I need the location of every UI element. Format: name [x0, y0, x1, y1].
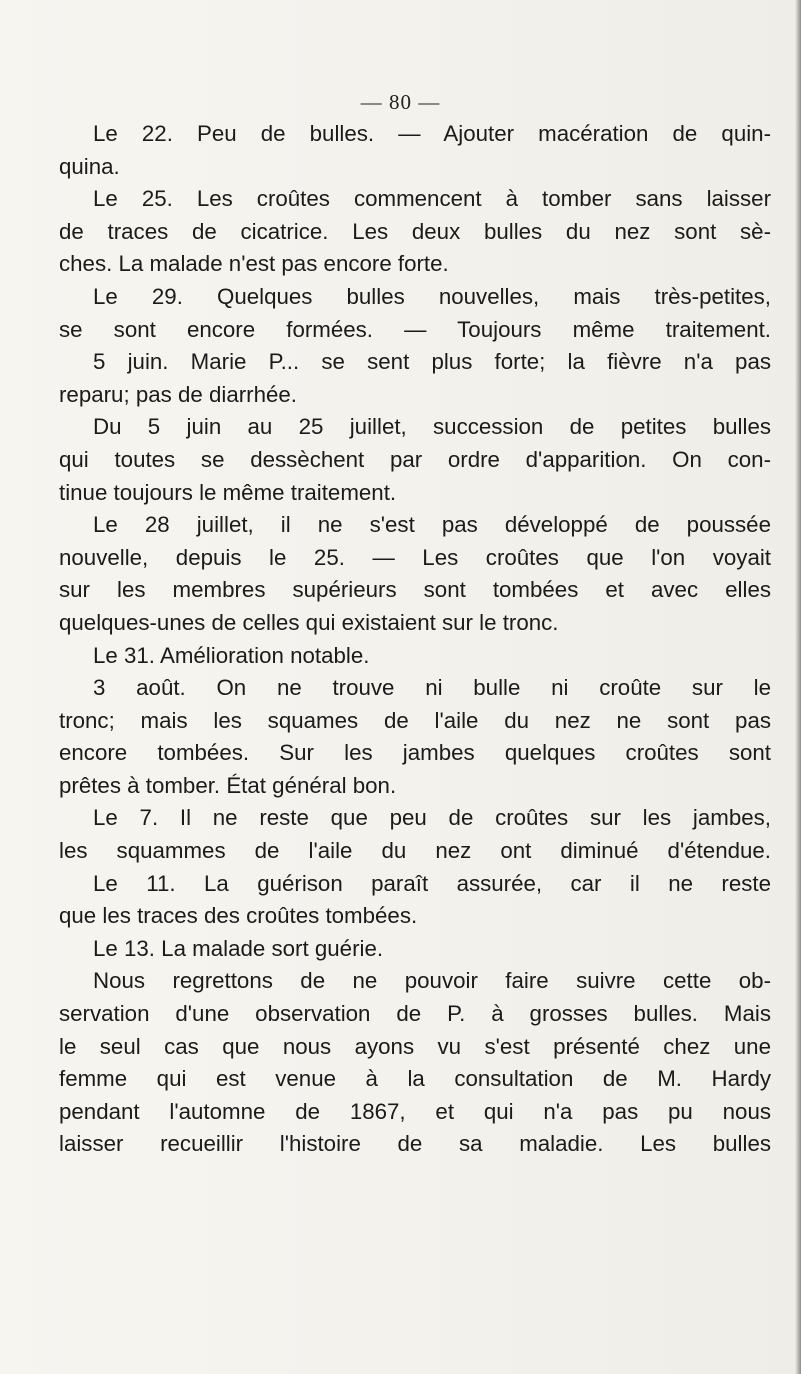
text-line: les squammes de l'aile du nez ont diminué d'étendue.	[59, 838, 771, 864]
text-line: 3 août. On ne trouve ni bulle ni croûte sur le	[93, 675, 771, 701]
text-line: Le 29. Quelques bulles nouvelles, mais très-petites,	[93, 283, 771, 309]
text-line: Le 31. Amélioration notable.	[93, 642, 370, 668]
text-line: sur les membres supérieurs sont tombées et avec elles	[59, 577, 771, 603]
text-line: laisser recueillir l'histoire de sa maladie. Les bulles	[59, 1131, 771, 1157]
text-line: encore tombées. Sur les jambes quelques croûtes sont	[59, 740, 771, 766]
text-line: qui toutes se dessèchent par ordre d'apparition. On con-	[59, 446, 771, 472]
text-line: 5 juin. Marie P... se sent plus forte; la fièvre n'a pas	[93, 349, 771, 375]
text-line: ches. La malade n'est pas encore forte.	[59, 251, 449, 277]
page-edge-shadow	[795, 0, 801, 1374]
text-line: Le 13. La malade sort guérie.	[93, 935, 384, 961]
text-line: se sont encore formées. — Toujours même traitement.	[59, 316, 771, 342]
body-text	[59, 118, 771, 1161]
text-line: Le 25. Les croûtes commencent à tomber sans laisser	[93, 186, 771, 212]
text-line: Du 5 juin au 25 juillet, succession de petites bulles	[93, 414, 771, 440]
text-line: Le 11. La guérison paraît assurée, car il ne reste	[93, 870, 771, 896]
text-line: prêtes à tomber. État général bon.	[59, 772, 397, 798]
text-line: tinue toujours le même traitement.	[59, 479, 397, 505]
text-line: servation d'une observation de P. à grosses bulles. Mais	[59, 1001, 771, 1027]
text-line: pendant l'automne de 1867, et qui n'a pas pu nous	[59, 1098, 771, 1124]
text-line: quelques-unes de celles qui existaient sur le tronc.	[59, 609, 559, 635]
text-line: quina.	[59, 153, 120, 179]
text-line: femme qui est venue à la consultation de M. Hardy	[59, 1066, 771, 1092]
text-line: Le 22. Peu de bulles. — Ajouter macération de quin-	[93, 121, 771, 146]
text-line: nouvelle, depuis le 25. — Les croûtes que l'on voyait	[59, 544, 771, 570]
text-line: que les traces des croûtes tombées.	[59, 903, 418, 929]
text-line: le seul cas que nous ayons vu s'est présenté chez une	[59, 1033, 771, 1059]
text-line: Nous regrettons de ne pouvoir faire suivre cette ob-	[93, 968, 771, 994]
text-line: tronc; mais les squames de l'aile du nez ne sont pas	[59, 707, 771, 733]
text-line: de traces de cicatrice. Les deux bulles du nez sont sè-	[59, 218, 771, 244]
text-line: Le 28 juillet, il ne s'est pas développé de poussée	[93, 512, 771, 538]
text-line: reparu; pas de diarrhée.	[59, 381, 297, 407]
page-number: — 80 —	[360, 90, 441, 114]
text-line: Le 7. Il ne reste que peu de croûtes sur les jambes,	[93, 805, 771, 831]
